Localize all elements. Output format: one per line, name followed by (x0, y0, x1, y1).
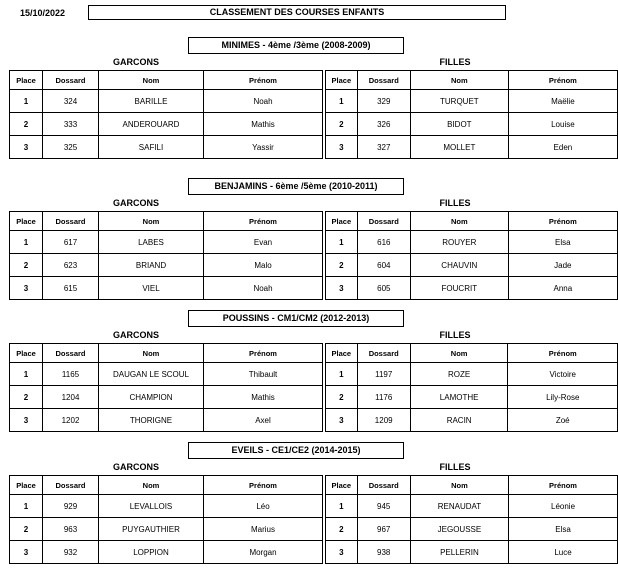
nom-cell: PELLERIN (410, 541, 508, 564)
place-cell: 1 (10, 495, 43, 518)
prenom-cell: Evan (204, 231, 323, 254)
place-cell: 3 (326, 136, 358, 159)
dossard-cell: 623 (43, 254, 99, 277)
table-row (10, 409, 323, 432)
dossard-cell: 324 (43, 90, 99, 113)
place-cell: 3 (326, 541, 358, 564)
results-table-filles (325, 70, 618, 159)
table-row (326, 386, 618, 409)
category-title: POUSSINS - CM1/CM2 (2012-2013) (188, 310, 404, 327)
place-cell: 1 (326, 231, 358, 254)
dossard-cell: 615 (43, 277, 99, 300)
prenom-cell: Elsa (509, 518, 618, 541)
place-cell: 1 (326, 363, 358, 386)
prenom-cell: Anna (508, 277, 617, 300)
prenom-cell: Louise (508, 113, 617, 136)
results-table-filles (325, 211, 618, 300)
dossard-cell: 1197 (357, 363, 410, 386)
header-row (10, 71, 323, 90)
column-header: Dossard (43, 71, 99, 90)
dossard-cell: 326 (357, 113, 410, 136)
nom-cell: BIDOT (410, 113, 508, 136)
nom-cell: LEVALLOIS (99, 495, 204, 518)
nom-cell: THORIGNE (99, 409, 204, 432)
dossard-cell: 327 (357, 136, 410, 159)
column-header: Place (10, 476, 43, 495)
header-row (326, 212, 618, 231)
column-header: Place (326, 71, 358, 90)
prenom-cell: Victoire (508, 363, 618, 386)
table-row (10, 231, 323, 254)
place-cell: 2 (10, 386, 43, 409)
nom-cell: FOUCRIT (410, 277, 508, 300)
document-date: 15/10/2022 (20, 8, 66, 18)
dossard-cell: 604 (357, 254, 410, 277)
header-row (326, 344, 618, 363)
gender-label-garcons: GARCONS (112, 57, 159, 67)
results-table-garcons (9, 211, 323, 300)
results-table-filles (325, 475, 618, 564)
place-cell: 2 (10, 113, 43, 136)
column-header: Prénom (204, 212, 323, 231)
nom-cell: ANDEROUARD (99, 113, 204, 136)
table-row (326, 231, 618, 254)
nom-cell: RENAUDAT (410, 495, 508, 518)
table-row (326, 518, 618, 541)
dossard-cell: 1176 (357, 386, 410, 409)
column-header: Nom (99, 476, 204, 495)
dossard-cell: 932 (43, 541, 99, 564)
dossard-cell: 616 (357, 231, 410, 254)
table-row (326, 254, 618, 277)
gender-label-garcons: GARCONS (112, 198, 159, 208)
header-row (326, 476, 618, 495)
nom-cell: ROUYER (410, 231, 508, 254)
nom-cell: TURQUET (410, 90, 508, 113)
gender-label-filles: FILLES (439, 330, 471, 340)
prenom-cell: Malo (204, 254, 323, 277)
prenom-cell: Zoé (508, 409, 618, 432)
dossard-cell: 605 (357, 277, 410, 300)
prenom-cell: Eden (508, 136, 617, 159)
prenom-cell: Noah (204, 277, 323, 300)
dossard-cell: 617 (43, 231, 99, 254)
dossard-cell: 938 (357, 541, 410, 564)
column-header: Dossard (357, 212, 410, 231)
gender-label-garcons: GARCONS (112, 462, 159, 472)
nom-cell: RACIN (410, 409, 508, 432)
gender-label-filles: FILLES (439, 198, 471, 208)
nom-cell: ROZE (410, 363, 508, 386)
prenom-cell: Yassir (204, 136, 323, 159)
dossard-cell: 1202 (43, 409, 99, 432)
column-header: Place (10, 344, 43, 363)
dossard-cell: 1204 (43, 386, 99, 409)
category-title: BENJAMINS - 6ème /5ème (2010-2011) (188, 178, 404, 195)
table-row (326, 495, 618, 518)
nom-cell: PUYGAUTHIER (99, 518, 204, 541)
column-header: Prénom (508, 71, 617, 90)
prenom-cell: Axel (204, 409, 323, 432)
nom-cell: MOLLET (410, 136, 508, 159)
column-header: Place (326, 212, 358, 231)
column-header: Dossard (43, 344, 99, 363)
table-row (10, 495, 323, 518)
prenom-cell: Jade (508, 254, 617, 277)
prenom-cell: Elsa (508, 231, 617, 254)
place-cell: 2 (10, 254, 43, 277)
column-header: Dossard (43, 212, 99, 231)
prenom-cell: Luce (509, 541, 618, 564)
place-cell: 3 (10, 409, 43, 432)
prenom-cell: Lily-Rose (508, 386, 618, 409)
dossard-cell: 1209 (357, 409, 410, 432)
nom-cell: SAFILI (99, 136, 204, 159)
header-row (10, 212, 323, 231)
table-row (326, 277, 618, 300)
dossard-cell: 333 (43, 113, 99, 136)
column-header: Place (10, 212, 43, 231)
table-row (10, 277, 323, 300)
place-cell: 3 (326, 409, 358, 432)
results-table-garcons (9, 343, 323, 432)
column-header: Nom (99, 71, 204, 90)
header-row (10, 476, 323, 495)
column-header: Dossard (43, 476, 99, 495)
place-cell: 2 (326, 386, 358, 409)
column-header: Dossard (357, 71, 410, 90)
place-cell: 3 (326, 277, 358, 300)
nom-cell: LOPPION (99, 541, 204, 564)
table-row (326, 541, 618, 564)
place-cell: 1 (10, 363, 43, 386)
category-title: EVEILS - CE1/CE2 (2014-2015) (188, 442, 404, 459)
prenom-cell: Mathis (204, 386, 323, 409)
column-header: Dossard (357, 476, 410, 495)
prenom-cell: Léo (204, 495, 323, 518)
table-row (10, 541, 323, 564)
dossard-cell: 967 (357, 518, 410, 541)
prenom-cell: Maëlie (508, 90, 617, 113)
column-header: Nom (410, 344, 508, 363)
gender-label-filles: FILLES (439, 57, 471, 67)
table-row (326, 363, 618, 386)
column-header: Dossard (357, 344, 410, 363)
column-header: Prénom (204, 344, 323, 363)
dossard-cell: 963 (43, 518, 99, 541)
table-row (10, 386, 323, 409)
column-header: Prénom (508, 212, 617, 231)
nom-cell: LAMOTHE (410, 386, 508, 409)
prenom-cell: Marius (204, 518, 323, 541)
header-row (10, 344, 323, 363)
place-cell: 3 (10, 541, 43, 564)
document-title: CLASSEMENT DES COURSES ENFANTS (88, 5, 506, 20)
prenom-cell: Mathis (204, 113, 323, 136)
header-row (326, 71, 618, 90)
table-row (326, 113, 618, 136)
column-header: Nom (410, 212, 508, 231)
column-header: Nom (410, 71, 508, 90)
results-table-garcons (9, 475, 323, 564)
dossard-cell: 945 (357, 495, 410, 518)
dossard-cell: 329 (357, 90, 410, 113)
dossard-cell: 929 (43, 495, 99, 518)
place-cell: 1 (10, 90, 43, 113)
table-row (10, 90, 323, 113)
column-header: Nom (99, 344, 204, 363)
table-row (326, 90, 618, 113)
dossard-cell: 325 (43, 136, 99, 159)
place-cell: 1 (10, 231, 43, 254)
place-cell: 1 (326, 90, 358, 113)
column-header: Place (326, 344, 358, 363)
table-row (10, 254, 323, 277)
column-header: Prénom (204, 71, 323, 90)
place-cell: 2 (326, 113, 358, 136)
table-row (326, 136, 618, 159)
gender-label-filles: FILLES (439, 462, 471, 472)
table-row (10, 363, 323, 386)
dossard-cell: 1165 (43, 363, 99, 386)
table-row (10, 113, 323, 136)
place-cell: 2 (326, 254, 358, 277)
prenom-cell: Thibault (204, 363, 323, 386)
prenom-cell: Léonie (509, 495, 618, 518)
nom-cell: JEGOUSSE (410, 518, 508, 541)
table-row (10, 136, 323, 159)
results-table-garcons (9, 70, 323, 159)
column-header: Place (10, 71, 43, 90)
table-row (326, 409, 618, 432)
column-header: Place (326, 476, 358, 495)
column-header: Nom (99, 212, 204, 231)
column-header: Prénom (508, 344, 618, 363)
place-cell: 3 (10, 136, 43, 159)
nom-cell: CHAUVIN (410, 254, 508, 277)
prenom-cell: Noah (204, 90, 323, 113)
place-cell: 1 (326, 495, 358, 518)
column-header: Prénom (204, 476, 323, 495)
category-title: MINIMES - 4ème /3ème (2008-2009) (188, 37, 404, 54)
place-cell: 2 (10, 518, 43, 541)
nom-cell: CHAMPION (99, 386, 204, 409)
nom-cell: DAUGAN LE SCOUL (99, 363, 204, 386)
table-row (10, 518, 323, 541)
place-cell: 2 (326, 518, 358, 541)
nom-cell: VIEL (99, 277, 204, 300)
results-table-filles (325, 343, 618, 432)
column-header: Prénom (509, 476, 618, 495)
nom-cell: LABES (99, 231, 204, 254)
place-cell: 3 (10, 277, 43, 300)
prenom-cell: Morgan (204, 541, 323, 564)
nom-cell: BARILLE (99, 90, 204, 113)
gender-label-garcons: GARCONS (112, 330, 159, 340)
nom-cell: BRIAND (99, 254, 204, 277)
column-header: Nom (410, 476, 508, 495)
